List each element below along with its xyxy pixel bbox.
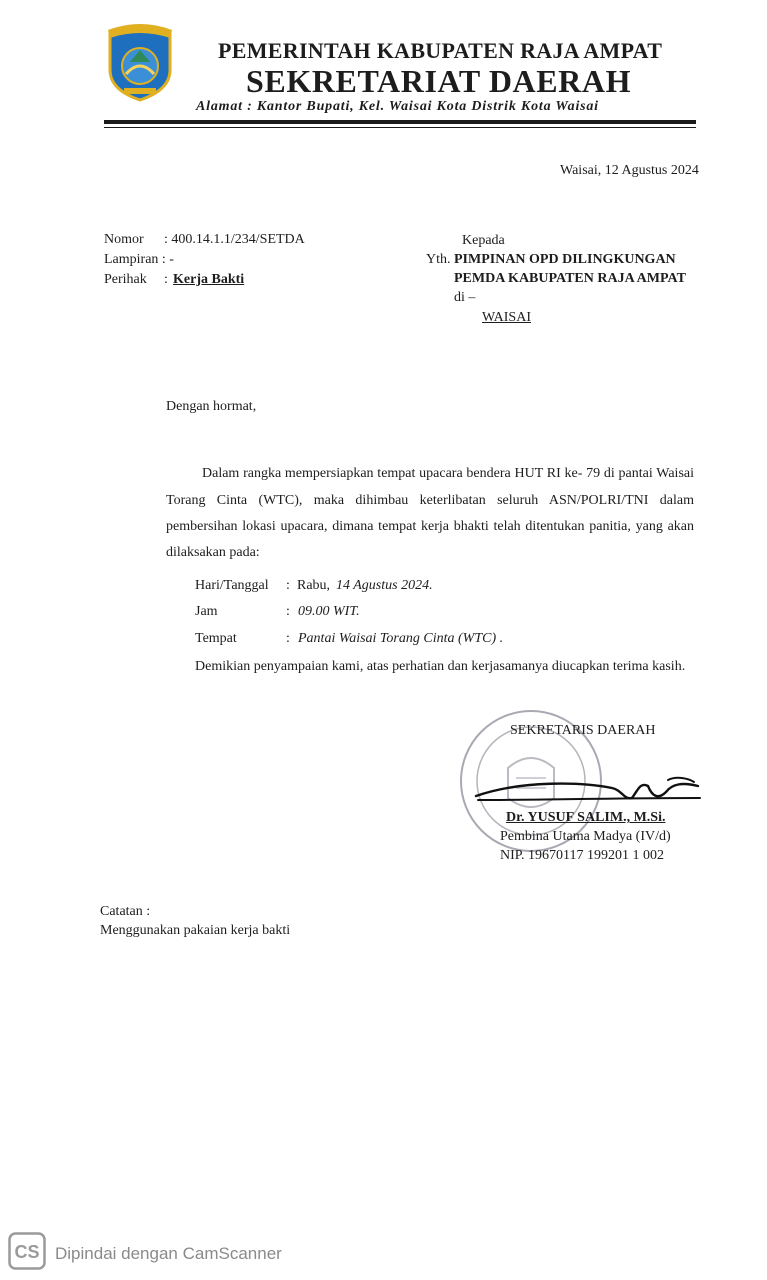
recipient-city: WAISAI — [482, 310, 531, 325]
perihal-label: Perihak — [104, 272, 147, 287]
detail-hari-value: 14 Agustus 2024. — [336, 578, 433, 593]
body-line-4: dilaksakan pada: — [166, 545, 260, 560]
salutation: Dengan hormat, — [166, 399, 257, 414]
camscanner-icon — [8, 1232, 46, 1270]
signatory-rank: Pembina Utama Madya (IV/d) — [500, 829, 671, 844]
detail-tempat-value: Pantai Waisai Torang Cinta (WTC) . — [298, 631, 504, 646]
letterhead-rule-thin — [104, 127, 696, 128]
note-text: Menggunakan pakaian kerja bakti — [100, 923, 291, 938]
signatory-nip: NIP. 19670117 199201 1 002 — [500, 848, 664, 863]
scanner-watermark-text: Dipindai dengan CamScanner — [55, 1244, 282, 1263]
perihal-colon: : — [164, 272, 168, 287]
recipient-line1: PIMPINAN OPD DILINGKUNGAN — [454, 252, 676, 267]
recipient-line2: PEMDA KABUPATEN RAJA AMPAT — [454, 271, 686, 286]
perihal-value: Kerja Bakti — [173, 272, 245, 287]
lampiran-label: Lampiran : - — [104, 252, 174, 267]
body-line-3: pembersihan lokasi upacara, dimana tempat kerja bhakti telah ditentukan panitia, yang akan — [166, 519, 694, 534]
detail-hari-label: Hari/Tanggal — [195, 578, 269, 593]
detail-hari-prefix: Rabu, — [297, 578, 331, 593]
closing-sentence: Demikian penyampaian kami, atas perhatian dan kerjasamanya diucapkan terima kasih. — [195, 659, 686, 674]
recipient-yth: Yth. — [426, 252, 451, 267]
body-line-1: Dalam rangka mempersiapkan tempat upacara bendera HUT RI ke- 79 di pantai Waisai — [202, 466, 694, 481]
note-label: Catatan : — [100, 904, 151, 919]
detail-tempat-label: Tempat — [195, 631, 237, 646]
detail-jam-sep: : — [286, 604, 290, 619]
detail-jam-label: Jam — [195, 604, 218, 619]
recipient-di: di – — [454, 290, 476, 305]
letterhead-rule-thick — [104, 120, 696, 124]
letter-date: Waisai, 12 Agustus 2024 — [560, 163, 699, 178]
signature-title: SEKRETARIS DAERAH — [510, 723, 656, 738]
regency-logo — [104, 22, 176, 102]
letterhead-office: SEKRETARIAT DAERAH — [246, 63, 632, 99]
signatory-name: Dr. YUSUF SALIM., M.Si. — [506, 810, 666, 825]
letterhead-address: Alamat : Kantor Bupati, Kel. Waisai Kota Distrik Kota Waisai — [196, 99, 599, 114]
camscanner-badge-text: CS — [14, 1242, 40, 1262]
letterhead-government: PEMERINTAH KABUPATEN RAJA AMPAT — [218, 38, 663, 63]
body-line-2: Torang Cinta (WTC), maka dihimbau keterlibatan seluruh ASN/POLRI/TNI dalam — [166, 493, 694, 508]
detail-hari-sep: : — [286, 578, 290, 593]
detail-tempat-sep: : — [286, 631, 290, 646]
detail-jam-value: 09.00 WIT. — [298, 604, 360, 619]
nomor-value: : 400.14.1.1/234/SETDA — [164, 232, 305, 247]
nomor-label: Nomor — [104, 232, 144, 247]
recipient-kepada: Kepada — [462, 233, 505, 248]
